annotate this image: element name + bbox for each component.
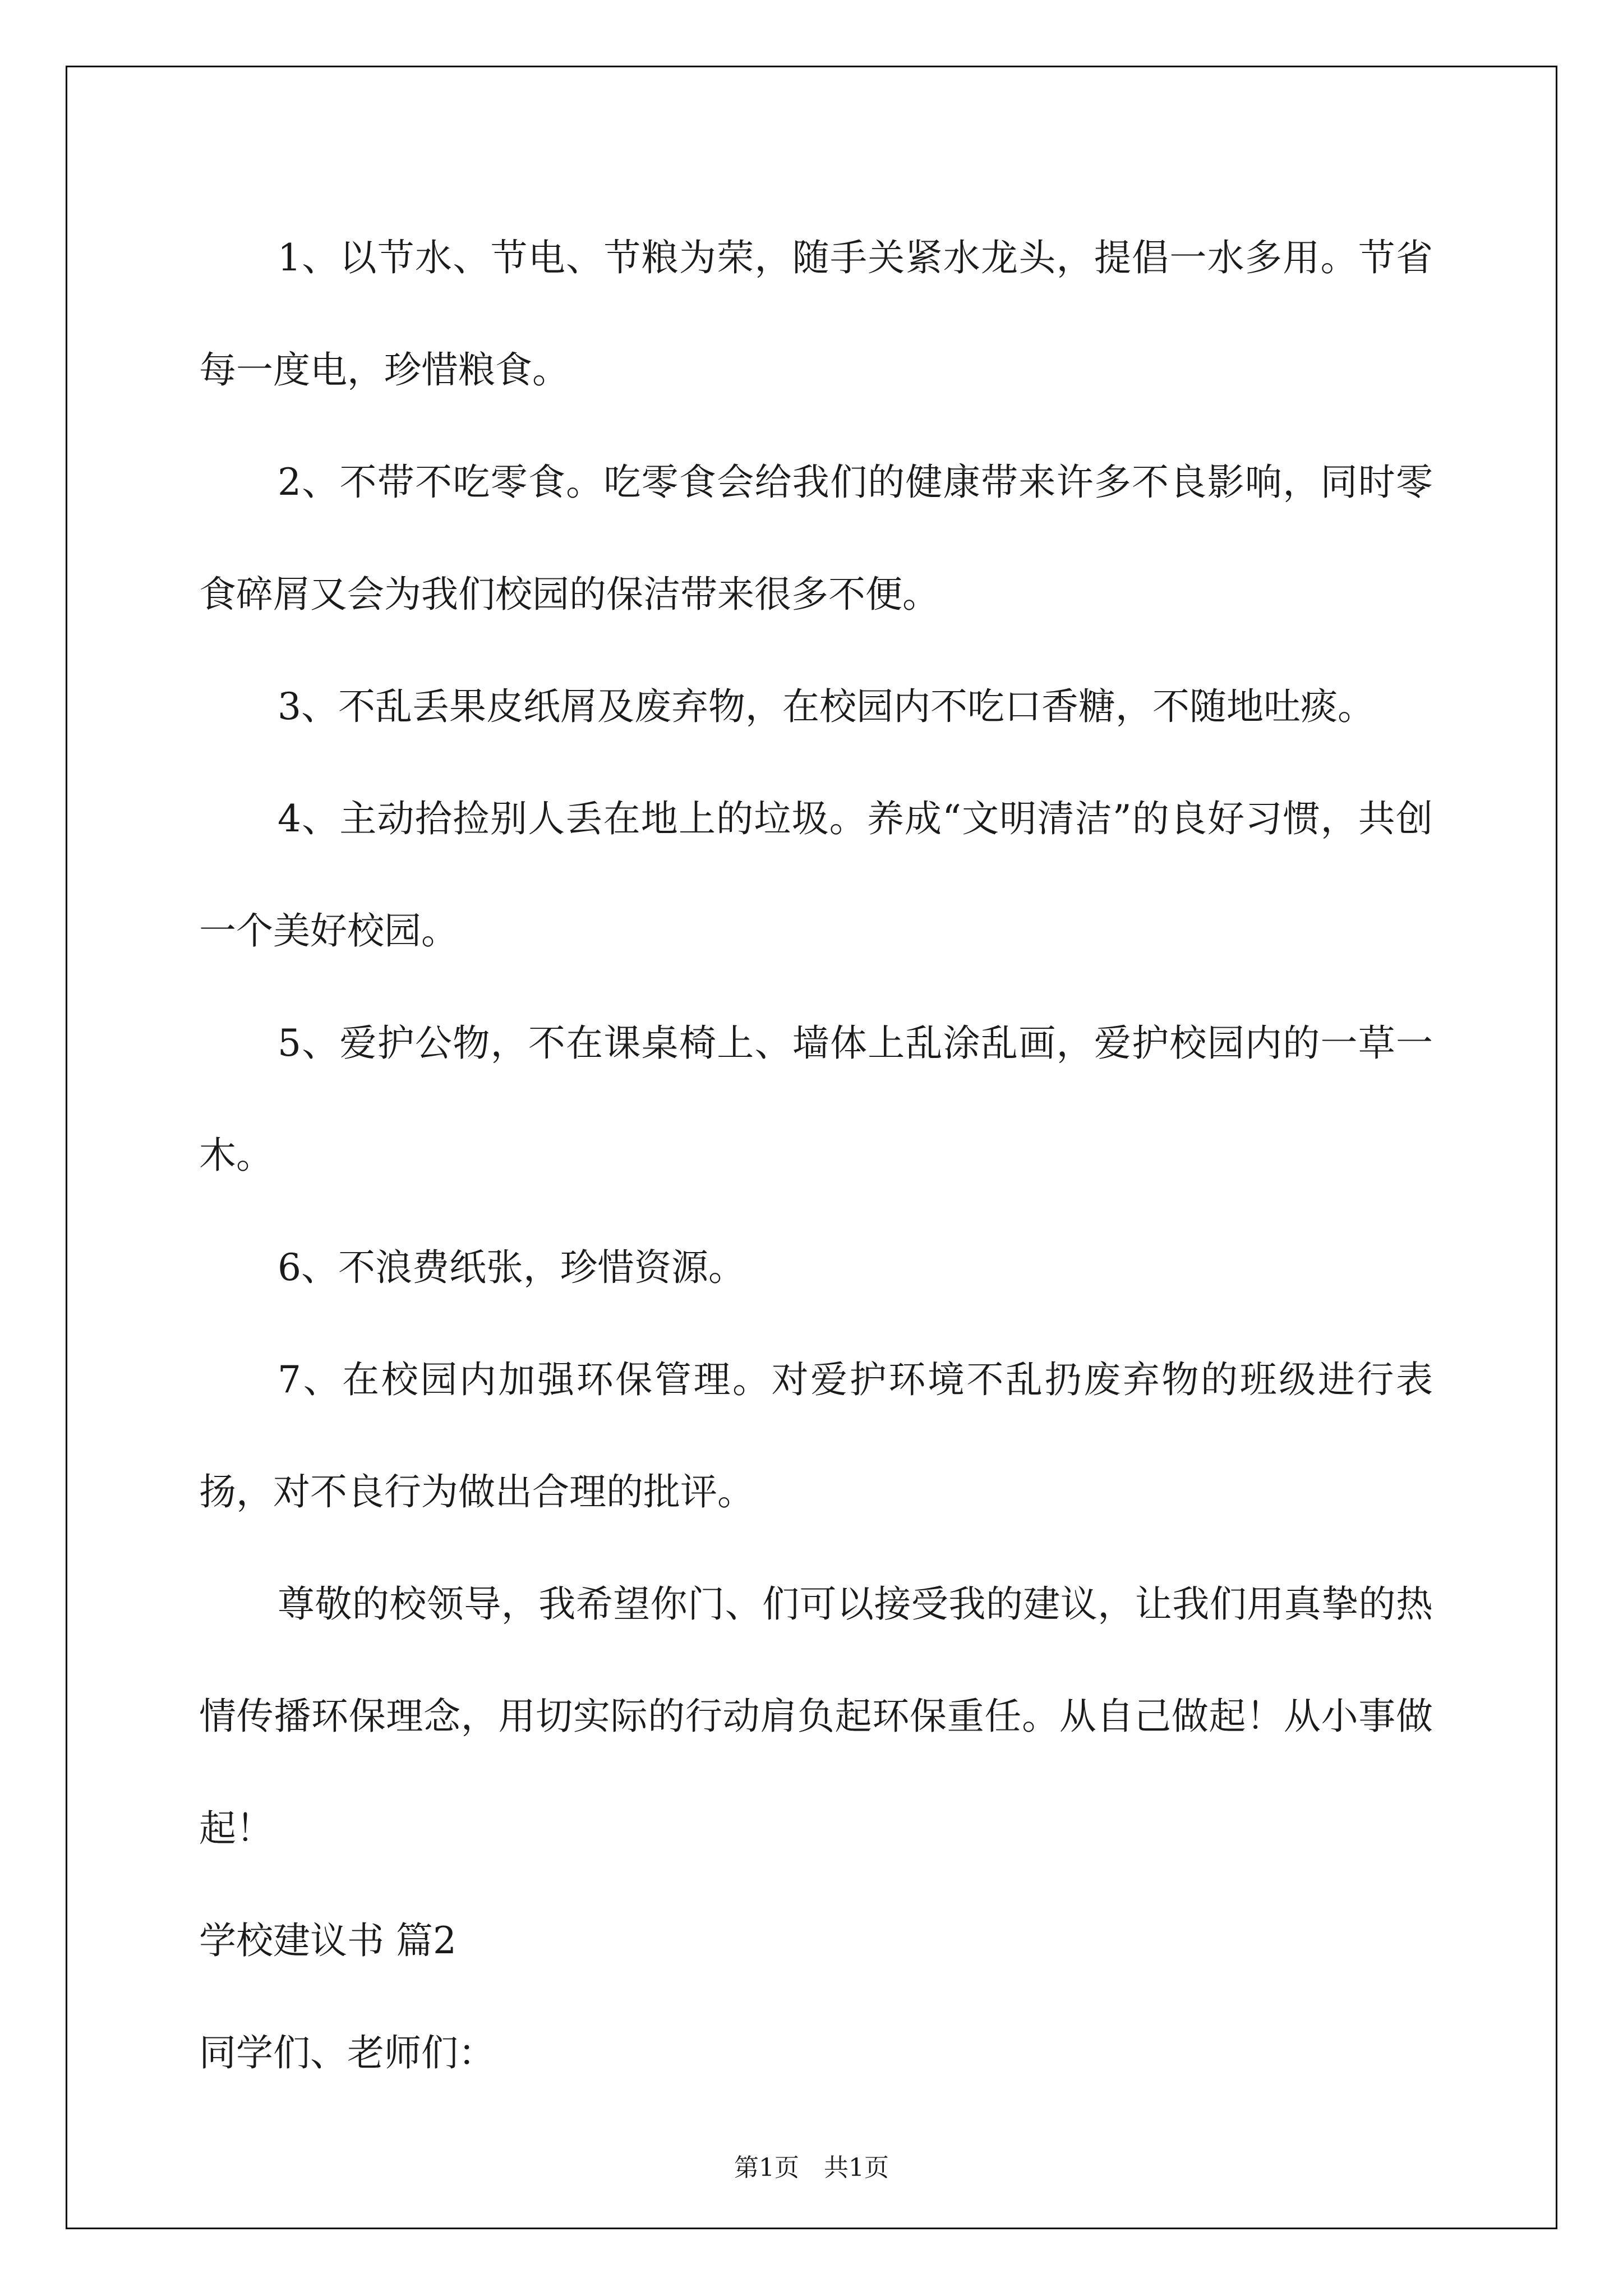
page-total: 共1页 bbox=[824, 2154, 889, 2182]
paragraph-item-3: 3、不乱丢果皮纸屑及废弃物，在校园内不吃口香糖，不随地吐痰。 bbox=[278, 685, 1375, 728]
paragraph-item-7: 7、在校园内加强环保管理。对爱护环境不乱扔废弃物的班级进行表扬，对不良行为做出合理的批评。 bbox=[199, 1358, 1433, 1513]
paragraph-item-5: 5、爱护公物，不在课桌椅上、墙体上乱涂乱画，爱护校园内的一草一木。 bbox=[199, 1022, 1433, 1177]
paragraph-item-4: 4、主动拾捡别人丢在地上的垃圾。养成“文明清洁”的良好习惯，共创一个美好校园。 bbox=[199, 797, 1433, 953]
document-body bbox=[199, 202, 1433, 2109]
page-footer bbox=[0, 2151, 1623, 2185]
section-title: 学校建议书 篇2 bbox=[199, 1919, 457, 1962]
paragraph-item-2: 2、不带不吃零食。吃零食会给我们的健康带来许多不良影响，同时零食碎屑又会为我们校园的保洁带来很多不便。 bbox=[199, 461, 1433, 616]
paragraph-item-6: 6、不浪费纸张，珍惜资源。 bbox=[278, 1246, 745, 1289]
salutation: 同学们、老师们： bbox=[199, 2031, 495, 2074]
page-number: 第1页 bbox=[734, 2154, 799, 2182]
closing-paragraph: 尊敬的校领导，我希望你门、们可以接受我的建议，让我们用真挚的热情传播环保理念，用切实际的行动肩负起环保重任。从自己做起！从小事做起！ bbox=[199, 1582, 1433, 1850]
paragraph-item-1: 1、以节水、节电、节粮为荣，随手关紧水龙头，提倡一水多用。节省每一度电，珍惜粮食。 bbox=[199, 236, 1433, 392]
